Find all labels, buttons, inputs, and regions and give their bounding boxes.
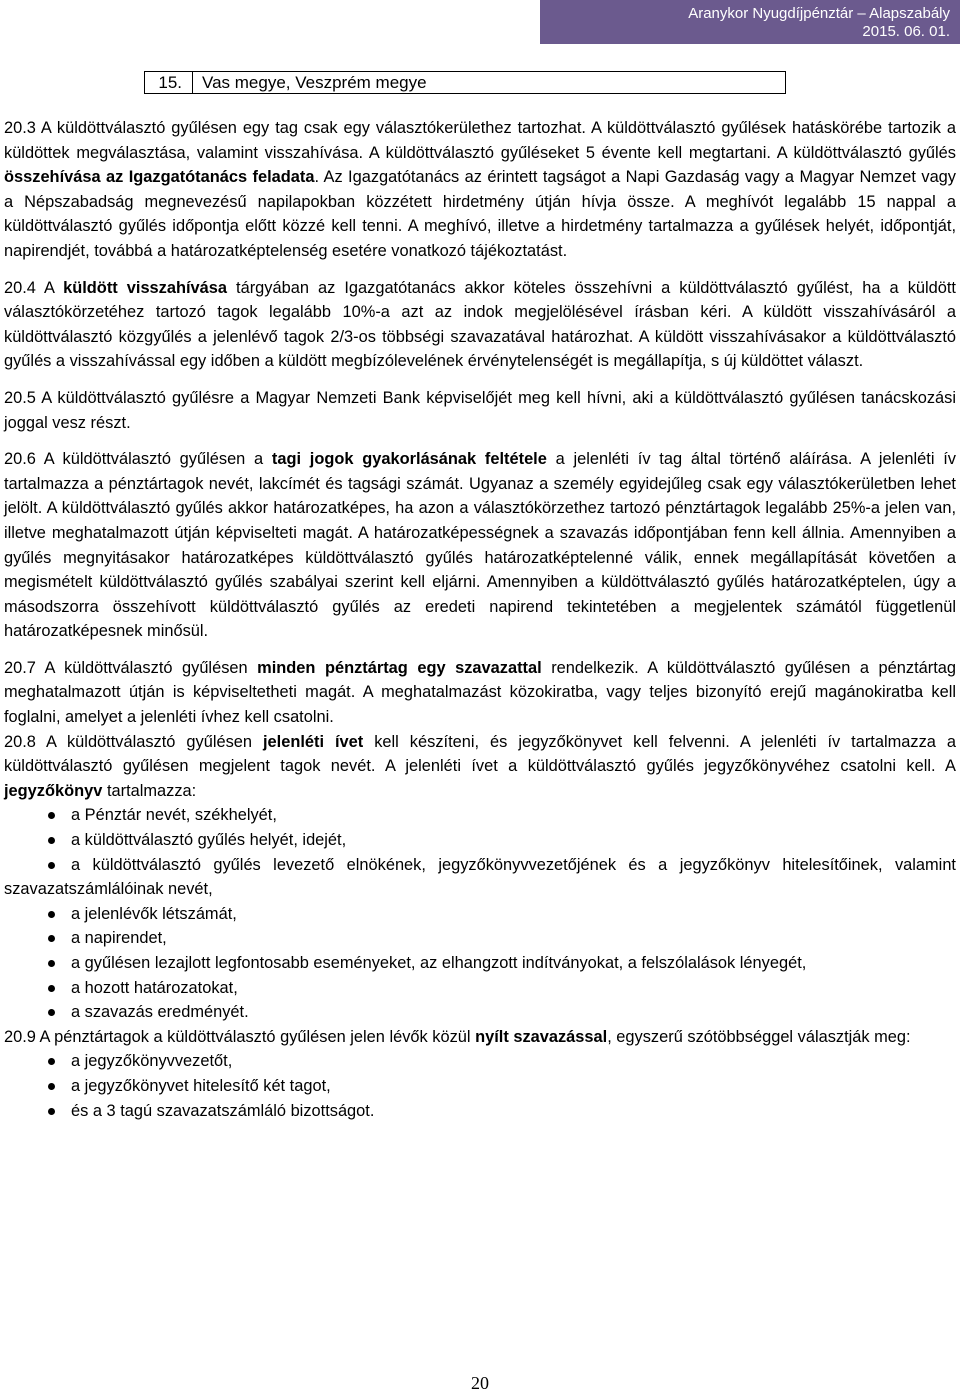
text-run: kell készíteni, és jegyzőkönyvet kell felvenni. A jelenléti ív tartalmazza a küldöttválasztó gyűlésen megjelent tagok nevét. A jelenléti ívet a küldöttválasztó gyűlés jegyzőkönyvéhez csatolni kell. A [4, 732, 956, 776]
bullet-icon [48, 960, 55, 967]
list-item: a jegyzőkönyvet hitelesítő két tagot, [4, 1074, 956, 1099]
list-item: a Pénztár nevét, székhelyét, [4, 803, 956, 828]
bullet-icon [48, 1083, 55, 1090]
list-item: a jegyzőkönyvvezetőt, [4, 1049, 956, 1074]
header-date: 2015. 06. 01. [862, 23, 950, 40]
text-run: 20.4 A [4, 278, 64, 297]
text-run: rendelkezik. A küldöttválasztó gyűlésen a pénztártag meghatalmazott útján is képviseltetheti magát. A meghatalmazást közokiratba, vagy teljes bizonyító erejű magánokiratba kell foglalni, amelyet a jelenléti ívhez kell csatolni. [4, 658, 956, 727]
bold-text: küldött visszahívása [63, 278, 228, 297]
text-run: 20.7 A küldöttválasztó gyűlésen [4, 658, 258, 677]
paragraph-20-4 [4, 276, 956, 374]
page-number: 20 [471, 1373, 489, 1393]
list-item: a küldöttválasztó gyűlés helyét, idejét, [4, 828, 956, 853]
text-run: . Az Igazgatótanács az érintett tagságot a Napi Gazdaság vagy a Magyar Nemzet vagy a Népszabadság megnevezésű napilapokban közzétett hirdetmény útján hívja össze. A meghívót legalább 15 nappal a küldöttválasztó gyűlés időpontja előtt közzé kell tenni. A meghívó, illetve a hirdetmény tartalmazza a gyűlések helyét, időpontját, napirendjét, továbbá a határozatképtelenség esetére vonatkozó tájékoztatást. [4, 168, 956, 260]
bullet-icon [48, 1009, 55, 1016]
header-title: Aranykor Nyugdíjpénztár – Alapszabály [688, 5, 950, 22]
minutes-contents-list [4, 803, 956, 1024]
bold-text: összehívása az Igazgatótanács feladata [4, 168, 315, 187]
list-item: a szavazás eredményét. [4, 1000, 956, 1025]
list-item: a küldöttválasztó gyűlés levezető elnökének, jegyzőkönyvvezetőjének és a jegyzőkönyv hitelesítőinek, valamint szavazatszámlálóinak nevét, [4, 855, 956, 899]
bullet-icon [48, 935, 55, 942]
text-run: tartalmazza: [102, 781, 197, 800]
paragraph-20-7 [4, 656, 956, 730]
bullet-icon [48, 1058, 55, 1065]
text-run: a jelenléti ív tag által történő aláírása. A jelenléti ív tartalmazza a pénztártagok nevét, lakcímét és tagsági számát. Ugyanaz a személy egyidejűleg csak egy választókerületben lehet jelölt. A küldöttválasztó gyűlés akkor határozatképes, ha azon a választókörzethez tartozó pénztártagok legalább 25%-a jelen van, illetve meghatalmazott útján képviselteti magát. A határozatképességnek a szavazás időpontjában fenn kell állnia. Amennyiben a gyűlés megnyitásakor határozatképes küldöttválasztó gyűlés határozatképtelenné válik, ennek megállapítását követően a megismételt küldöttválasztó gyűlés szabályai szerint kell eljárni. Amennyiben a küldöttválasztó gyűlés határozatképtelen, úgy a másodszorra összehívott küldöttválasztó gyűlés az eredeti napirend tekintetében a megjelentek számától függetlenül határozatképesnek minősül. [4, 450, 956, 641]
bold-text: minden pénztártag egy szavazattal [257, 658, 542, 677]
bullet-icon [48, 985, 55, 992]
bold-text: nyílt szavazással [475, 1027, 608, 1046]
bold-text: jelenléti ívet [262, 732, 364, 751]
paragraph-20-5 [4, 386, 956, 435]
bullet-icon [48, 911, 55, 918]
bullet-icon [48, 862, 55, 869]
text-run: 20.9 A pénztártagok a küldöttválasztó gyűlésen jelen lévők közül [4, 1027, 476, 1046]
text-run: 20.8 A küldöttválasztó gyűlésen [4, 732, 263, 751]
list-item: a hozott határozatokat, [4, 976, 956, 1001]
bullet-icon [48, 837, 55, 844]
section-number: 15. [145, 72, 193, 93]
text-run: , egyszerű szótöbbséggel választják meg: [607, 1027, 911, 1046]
election-list [4, 1049, 956, 1123]
list-item: a gyűlésen lezajlott legfontosabb eseményeket, az elhangzott indítványokat, a felszólalások lényegét, [4, 951, 956, 976]
bullet-icon [48, 812, 55, 819]
section-title: Vas megye, Veszprém megye [202, 72, 427, 92]
list-item: a jelenlévők létszámát, [4, 902, 956, 927]
paragraph-20-6 [4, 447, 956, 644]
paragraph-20-8 [4, 730, 956, 804]
list-item: a napirendet, [4, 926, 956, 951]
bold-text: tagi jogok gyakorlásának feltétele [271, 450, 547, 469]
document-body [4, 116, 956, 1123]
document-header [540, 0, 960, 44]
paragraph-20-3 [4, 116, 956, 264]
bullet-icon [48, 1108, 55, 1115]
text-run: 20.3 A küldöttválasztó gyűlésen egy tag csak egy választókerülethez tartozhat. A küldöttválasztó gyűlések hatáskörébe tartozik a küldöttek megválasztása, valamint visszahívása. A küldöttválasztó gyűléseket 5 évente kell megtartani. A küldöttválasztó gyűlés [4, 119, 956, 162]
text-run: 20.6 A küldöttválasztó gyűlésen a [4, 450, 272, 469]
list-item: és a 3 tagú szavazatszámláló bizottságot. [4, 1099, 956, 1124]
bold-text: jegyzőkönyv [4, 781, 103, 800]
text-run: tárgyában az Igazgatótanács akkor köteles összehívni a küldöttválasztó gyűlést, ha a küldött választókörzetéhez tartozó tagok legalább 10%-a azt az indok megjelölésével írásban kéri. A küldött visszahívásáról a küldöttválasztó közgyűlés a jelenlévő tagok 2/3-os többségi szavazatával határozhat. A küldött visszahívásakor a küldöttválasztó gyűlés a visszahívással egy időben a küldött megbízólevelének érvénytelenségét is megállapítja, s új küldöttet választ. [4, 278, 956, 371]
section-heading-box [144, 71, 786, 94]
paragraph-20-9 [4, 1025, 956, 1050]
text-run: 20.5 A küldöttválasztó gyűlésre a Magyar Nemzeti Bank képviselőjét meg kell hívni, aki a küldöttválasztó gyűlésen tanácskozási joggal vesz részt. [4, 388, 956, 432]
